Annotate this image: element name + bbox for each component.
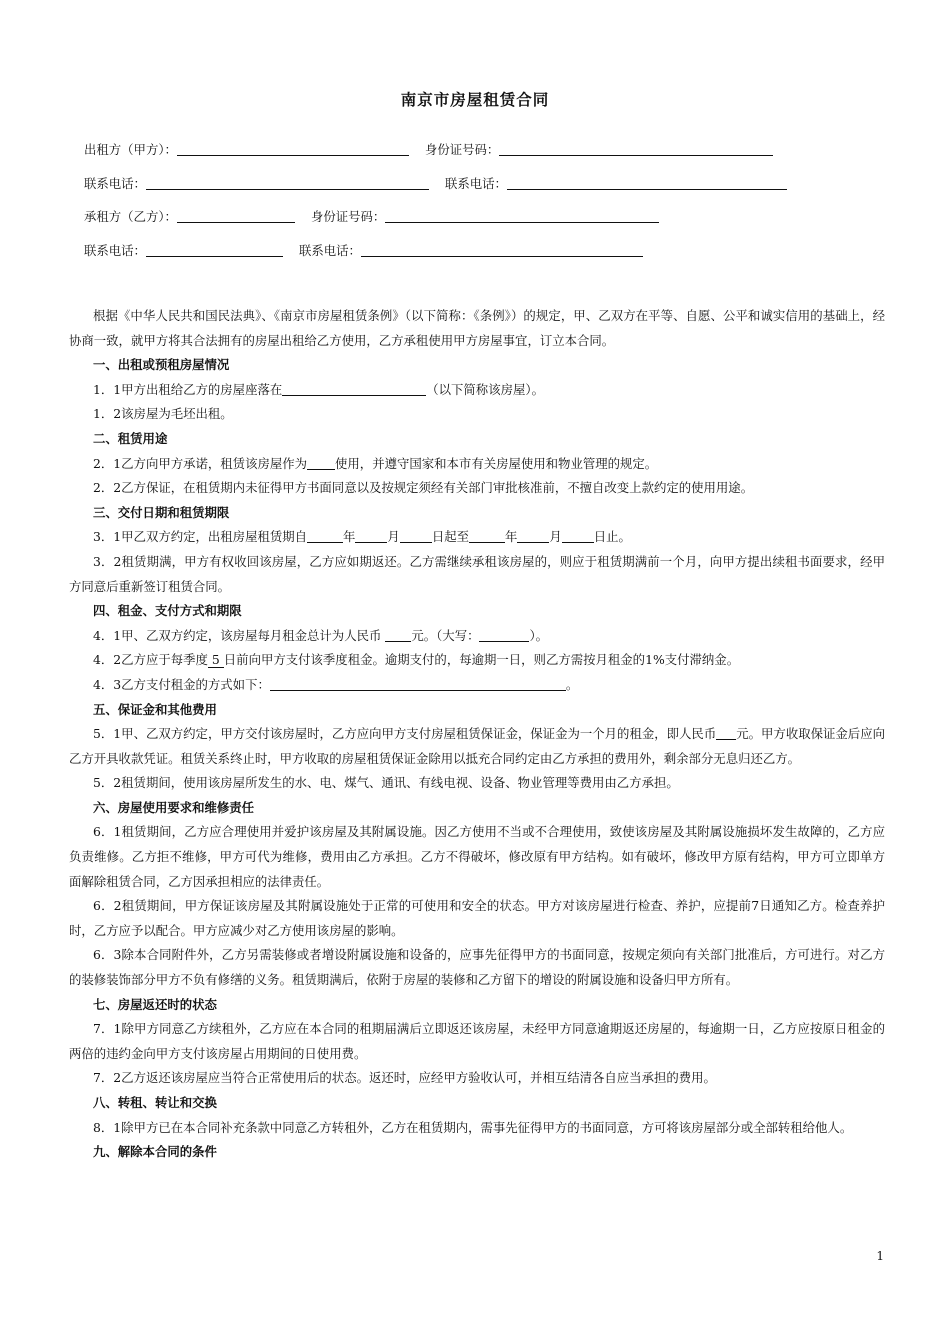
clause-8-1: 8．1除甲方已在本合同补充条款中同意乙方转租外，乙方在租赁期内，需事先征得甲方的书面同意，方可将该房屋部分或全部转租给他人。	[93, 1119, 853, 1135]
monthly-rent-blank[interactable]	[385, 626, 411, 642]
clause-6-1: 6．1租赁期间，乙方应合理使用并爱护该房屋及其附属设施。因乙方使用不当或不合理使用，致使该房屋及其附属设施损坏发生故障的，乙方应负责维修。乙方拒不维修，甲方可代为维修，费用由乙方承担。乙方不得破坏，修改原有甲方结构。如有破坏，修改甲方原有结构，甲方可立即单方面解除租赁合同，乙方因承担相应的法律责任。	[69, 824, 885, 889]
lessee-phone2-blank[interactable]	[361, 241, 643, 257]
lessee-label: 承租方（乙方）：	[84, 209, 177, 224]
clause-4-2: 4．2乙方应于每季度 5 日前向甲方支付该季度租金。逾期支付的，每逾期一日，则乙方需按月租金的1%支付滞纳金。	[93, 652, 740, 668]
payment-method-blank[interactable]	[270, 675, 566, 691]
lessor-phone2-label: 联系电话：	[444, 176, 507, 191]
section-6-heading: 六、房屋使用要求和维修责任	[93, 799, 255, 815]
section-7-heading: 七、房屋返还时的状态	[93, 996, 217, 1012]
lessor-row	[84, 140, 783, 160]
start-year-blank[interactable]	[307, 527, 343, 543]
lessor-name-blank[interactable]	[177, 140, 409, 156]
lessee-phone-blank[interactable]	[146, 241, 283, 257]
lessor-id-label: 身份证号码：	[424, 142, 500, 157]
document-title: 南京市房屋租赁合同	[400, 91, 550, 109]
usage-blank[interactable]	[307, 454, 335, 470]
section-1-heading: 一、出租或预租房屋情况	[93, 357, 230, 373]
section-8-heading: 八、转租、转让和交换	[93, 1095, 217, 1110]
intro-paragraph: 根据《中华人民共和国民法典》、《南京市房屋租赁条例》（以下简称：《条例》）的规定，甲、乙双方在平等、自愿、公平和诚实信用的基础上，经协商一致，就甲方将其合法拥有的房屋出租给乙方使用，乙方承租使用甲方房屋事宜，订立本合同。	[69, 308, 885, 348]
clause-6-2: 6．2租赁期间，甲方保证该房屋及其附属设施处于正常的可使用和安全的状态。甲方对该房屋进行检查、养护，应提前7日通知乙方。检查养护时，乙方应予以配合。甲方应减少对乙方使用该房屋的影响。	[69, 898, 885, 938]
clause-5-2: 5．2租赁期间，使用该房屋所发生的水、电、煤气、通讯、有线电视、设备、物业管理等费用由乙方承担。	[93, 775, 679, 791]
lessee-row	[84, 207, 669, 227]
start-day-blank[interactable]	[400, 527, 432, 543]
property-address-blank[interactable]	[282, 380, 426, 396]
section-9-heading: 九、解除本合同的条件	[93, 1144, 217, 1160]
section-3-heading: 三、交付日期和租赁期限	[93, 504, 230, 520]
lessee-id-label: 身份证号码：	[310, 209, 386, 224]
clause-3-1: 3．1甲乙双方约定，出租房屋租赁期自 年 月 日起至 年 月 日止。	[93, 529, 631, 545]
section-4-heading: 四、租金、支付方式和期限	[93, 603, 242, 619]
clause-2-2: 2．2乙方保证，在租赁期内未征得甲方书面同意以及按规定须经有关部门审批核准前，不擅自改变上款约定的使用用途。	[93, 480, 754, 496]
lessor-phone-label: 联系电话：	[84, 176, 146, 191]
clause-5-1: 5．1甲、乙双方约定，甲方交付该房屋时，乙方应向甲方支付房屋租赁保证金，保证金为一个月的租金，即人民币 元。甲方收取保证金后应向乙方开具收款凭证。租赁关系终止时，甲方收取的房屋租赁保证金除用以抵充合同约定由乙方承担的费用外，剩余部分无息归还乙方。	[69, 726, 885, 766]
lessee-name-blank[interactable]	[177, 207, 295, 223]
lessor-phone-blank[interactable]	[146, 174, 429, 190]
lessor-phone2-blank[interactable]	[507, 174, 787, 190]
lessee-id-blank[interactable]	[385, 207, 659, 223]
lessee-phone2-label: 联系电话：	[298, 243, 361, 258]
lessor-id-blank[interactable]	[499, 140, 773, 156]
section-2-heading: 二、租赁用途	[93, 430, 168, 446]
end-year-blank[interactable]	[469, 527, 505, 543]
page-number: 1	[876, 1249, 884, 1263]
clause-2-1: 2．1乙方向甲方承诺，租赁该房屋作为 使用，并遵守国家和本市有关房屋使用和物业管理的规定。	[93, 455, 658, 471]
clause-1-1: 1．1甲方出租给乙方的房屋座落在 （以下简称该房屋）。	[93, 381, 544, 397]
clause-6-3: 6．3除本合同附件外，乙方另需装修或者增设附属设施和设备的，应事先征得甲方的书面同意，按规定须向有关部门批准后，方可进行。对乙方的装修装饰部分甲方不负有修缮的义务。租赁期满后，依附于房屋的装修和乙方留下的增设的附属设施和设备归甲方所有。	[69, 947, 885, 988]
clause-4-1: 4．1甲、乙双方约定，该房屋每月租金总计为人民币 元。（大写： ）。	[93, 627, 549, 643]
clause-1-2: 1．2该房屋为毛坯出租。	[93, 406, 233, 422]
end-month-blank[interactable]	[517, 527, 549, 543]
clause-3-2: 3．2租赁期满，甲方有权收回该房屋，乙方应如期返还。乙方需继续承租该房屋的，则应于租赁期满前一个月，向甲方提出续租书面要求，经甲方同意后重新签订租赁合同。	[69, 553, 885, 594]
payment-day-value: 5	[208, 652, 224, 668]
contract-body	[69, 304, 885, 1165]
start-month-blank[interactable]	[355, 527, 387, 543]
lessor-phone-row	[84, 174, 797, 194]
clause-7-2: 7．2乙方返还该房屋应当符合正常使用后的状态。返还时，应经甲方验收认可，并相互结清各自应当承担的费用。	[93, 1070, 716, 1086]
lessor-label: 出租方（甲方）：	[84, 142, 177, 157]
lessee-phone-label: 联系电话：	[84, 243, 146, 258]
lessee-phone-row	[84, 241, 653, 261]
section-5-heading: 五、保证金和其他费用	[93, 701, 217, 717]
clause-4-3: 4．3乙方支付租金的方式如下： 。	[93, 676, 579, 692]
clause-7-1: 7．1除甲方同意乙方续租外，乙方应在本合同的租期届满后立即返还该房屋，未经甲方同意逾期返还房屋的，每逾期一日，乙方应按原日租金的两倍的违约金向甲方支付该房屋占用期间的日使用费。	[69, 1021, 885, 1061]
end-day-blank[interactable]	[562, 527, 594, 543]
deposit-amount-blank[interactable]	[716, 724, 736, 740]
rent-in-words-blank[interactable]	[479, 626, 529, 642]
